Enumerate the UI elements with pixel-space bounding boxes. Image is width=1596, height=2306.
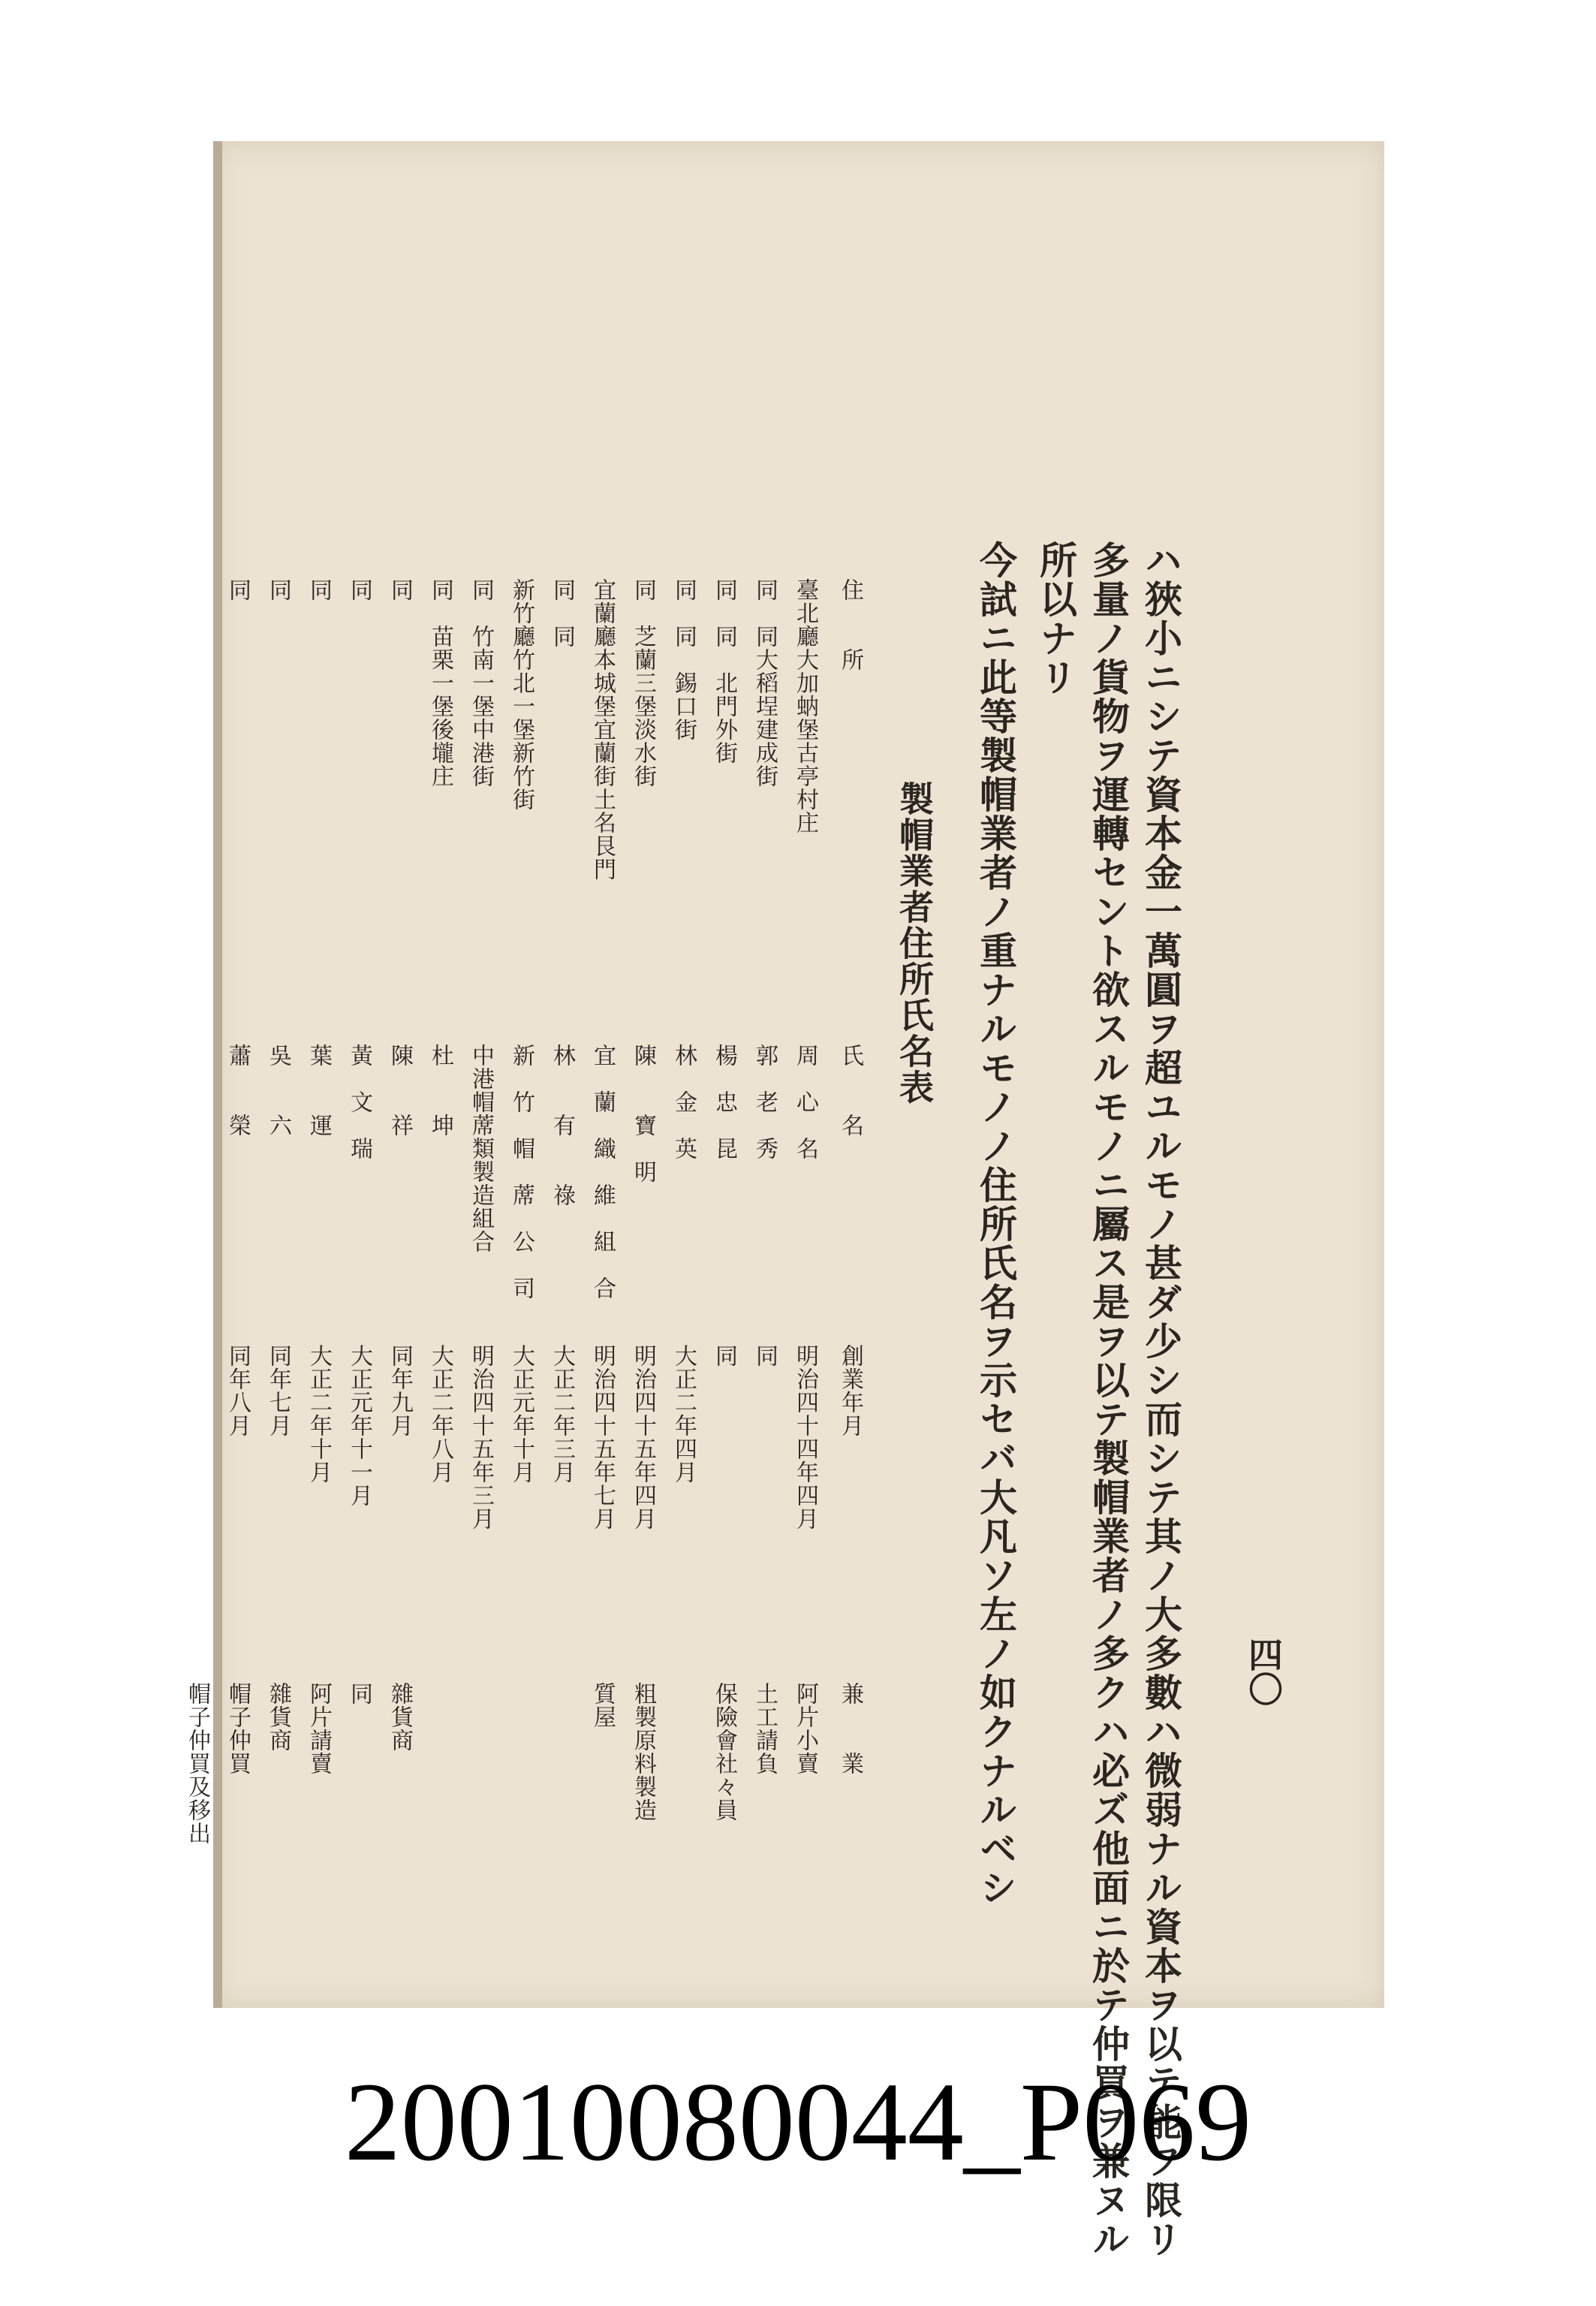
row-address: 同 — [224, 578, 251, 601]
row-address: 同 同 — [549, 578, 575, 648]
row-name: 林 有 祿 — [549, 1044, 575, 1207]
row-side-business: 帽子仲買 — [224, 1682, 251, 1775]
row-address: 同 苗栗一堡後壠庄 — [427, 578, 453, 788]
row-address: 同 芝蘭三堡淡水街 — [630, 578, 656, 788]
row-address: 同 同大稻埕建成街 — [751, 578, 778, 788]
row-side-business: 阿片小賣 — [792, 1682, 818, 1775]
archive-id-label: 20010080044_P069 — [344, 2060, 1252, 2184]
header-side-business: 兼 業 — [837, 1682, 863, 1775]
row-name: 葉 運 — [306, 1044, 332, 1137]
row-year: 大正二年四月 — [670, 1344, 697, 1484]
row-year: 明治四十五年七月 — [589, 1344, 616, 1530]
row-name: 楊 忠 昆 — [711, 1044, 737, 1160]
row-side-business: 帽子仲買及移出 — [184, 1682, 210, 1845]
row-side-business: 粗製原料製造 — [630, 1682, 656, 1822]
row-year: 大正元年十一月 — [346, 1344, 372, 1507]
row-address: 同 — [387, 578, 413, 601]
row-address: 同 — [346, 578, 372, 601]
row-year: 大正二年三月 — [549, 1344, 575, 1484]
row-name: 林 金 英 — [670, 1044, 697, 1160]
header-name: 氏 名 — [837, 1044, 863, 1137]
header-year: 創業年月 — [837, 1344, 863, 1437]
row-name: 陳 祥 — [387, 1044, 413, 1137]
row-year: 同年八月 — [224, 1344, 251, 1437]
prose-line-2: 多量ノ貨物ヲ運轉セント欲スルモノニ屬ス是ヲ以テ製帽業者ノ多クハ必ズ他面ニ於テ仲買ヲ兼ヌル — [1086, 541, 1131, 2259]
row-year: 同年九月 — [387, 1344, 413, 1437]
row-year: 大正元年十月 — [508, 1344, 535, 1484]
row-name: 郭 老 秀 — [751, 1044, 778, 1160]
row-name: 杜 坤 — [427, 1044, 453, 1137]
row-name: 黃 文 瑞 — [346, 1044, 372, 1160]
row-name: 蕭 榮 — [224, 1044, 251, 1137]
row-address: 同 同 錫口街 — [670, 578, 697, 741]
row-name: 新 竹 帽 蓆 公 司 — [508, 1044, 535, 1300]
prose-line-1: ハ狹小ニシテ資本金一萬圓ヲ超ユルモノ甚ダ少シ而シテ其ノ大多數ハ微弱ナル資本ヲ以テ能フ限リ — [1139, 541, 1183, 2259]
row-year: 同年七月 — [265, 1344, 291, 1437]
row-address: 同 同 北門外街 — [711, 578, 737, 764]
row-name: 中港帽蓆類製造組合 — [468, 1044, 494, 1253]
row-side-business: 雜貨商 — [265, 1682, 291, 1752]
row-address: 同 竹南一堡中港街 — [468, 578, 494, 788]
row-address: 臺北廳大加蚋堡古亭村庄 — [792, 578, 818, 834]
row-name: 陳 寶 明 — [630, 1044, 656, 1183]
row-side-business: 同 — [346, 1682, 372, 1705]
row-address: 同 — [265, 578, 291, 601]
row-side-business: 質屋 — [589, 1682, 616, 1729]
header-address: 住 所 — [837, 578, 863, 671]
row-address: 宜蘭廳本城堡宜蘭街土名艮門 — [589, 578, 616, 881]
row-year: 同 — [751, 1344, 778, 1367]
prose-line-4: 今試ニ此等製帽業者ノ重ナルモノノ住所氏名ヲ示セバ大凡ソ左ノ如クナルベシ — [974, 541, 1018, 1907]
row-address: 新竹廳竹北一堡新竹街 — [508, 578, 535, 811]
row-side-business: 阿片請賣 — [306, 1682, 332, 1775]
row-name: 宜 蘭 織 維 組 合 — [589, 1044, 616, 1300]
page-number: 四〇 — [1243, 1637, 1284, 1706]
row-year: 大正二年八月 — [427, 1344, 453, 1484]
row-year: 明治四十五年四月 — [630, 1344, 656, 1530]
table-title: 製帽業者住所氏名表 — [894, 781, 935, 1105]
prose-line-3: 所以ナリ — [1034, 541, 1078, 697]
row-side-business: 保險會社々員 — [711, 1682, 737, 1822]
row-year: 大正二年十月 — [306, 1344, 332, 1484]
row-name: 吳 六 — [265, 1044, 291, 1137]
row-side-business: 雜貨商 — [387, 1682, 413, 1752]
row-year: 明治四十四年四月 — [792, 1344, 818, 1530]
row-year: 明治四十五年三月 — [468, 1344, 494, 1530]
row-side-business: 土工請負 — [751, 1682, 778, 1775]
row-name: 周 心 名 — [792, 1044, 818, 1160]
row-address: 同 — [306, 578, 332, 601]
row-year: 同 — [711, 1344, 737, 1367]
